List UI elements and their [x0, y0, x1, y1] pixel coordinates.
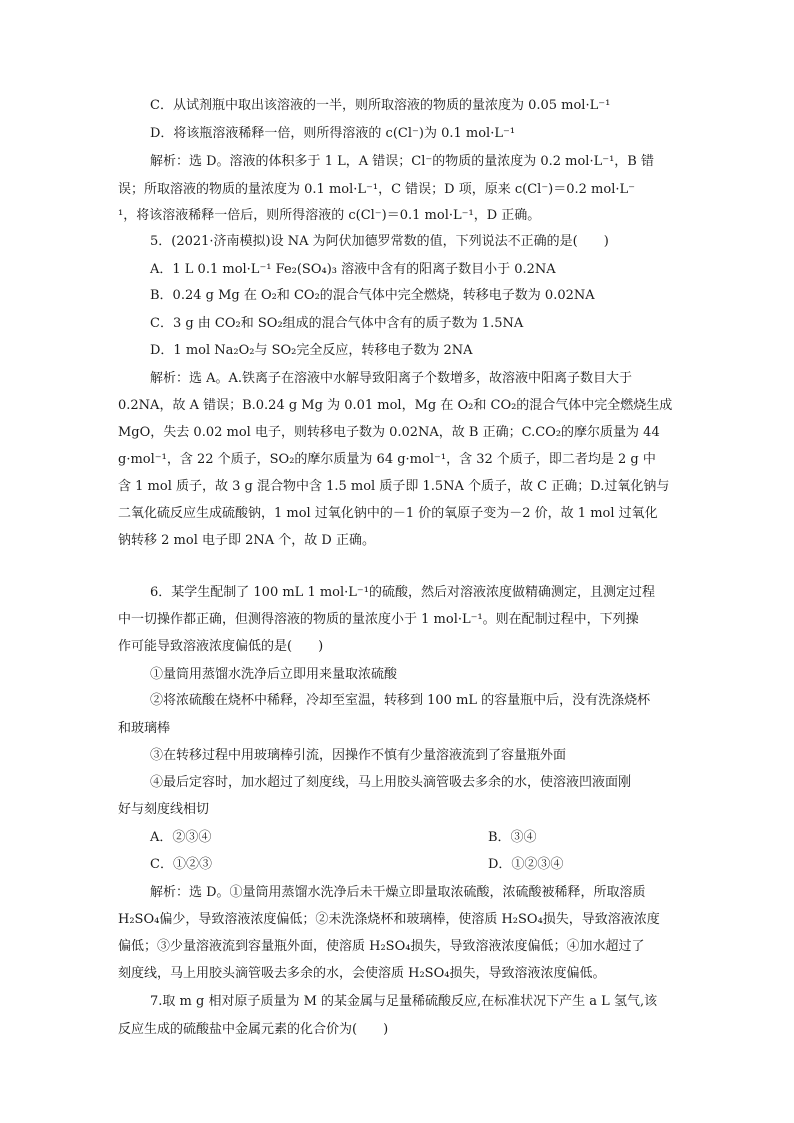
q6-option-a: A．②③④ — [150, 830, 212, 845]
q6-options-row-1 — [0, 828, 794, 848]
q6-item-4: 好与刻度线相切 — [118, 802, 210, 817]
q5-explanation-line: 解析：选 A。A.铁离子在溶液中水解导致阳离子个数增多，故溶液中阳离子数目大于 — [150, 371, 633, 386]
q5-option-a: A．1 L 0.1 mol·L⁻¹ Fe₂(SO₄)₃ 溶液中含有的阳离子数目小于 0.2NA — [150, 262, 556, 277]
q7-stem: 7.取 m g 相对原子质量为 M 的某金属与足量稀硫酸反应,在标准状况下产生 a L 氢气,该 — [150, 994, 658, 1009]
q5-explanation-line: 0.2NA，故 A 错误；B.0.24 g Mg 为 0.01 mol，Mg 在 O₂和 CO₂的混合气体中完全燃烧生成 — [118, 398, 673, 413]
q6-item-4: ④最后定容时，加水超过了刻度线，马上用胶头滴管吸去多余的水，使溶液凹液面刚 — [150, 775, 632, 790]
q6-option-d: D．①②③④ — [488, 857, 564, 872]
q6-stem: 作可能导致溶液浓度偏低的是( ) — [118, 639, 324, 654]
q6-option-b: B．③④ — [488, 830, 537, 845]
q6-explanation-line: 刻度线，马上用胶头滴管吸去多余的水，会使溶质 H₂SO₄损失，导致溶液浓度偏低。 — [118, 966, 606, 981]
q6-stem: 6．某学生配制了 100 mL 1 mol·L⁻¹的硫酸，然后对溶液浓度做精确测定，且测定过程 — [150, 585, 655, 600]
q6-option-c: C．①②③ — [150, 857, 212, 872]
q4-explanation-line: 解析：选 D。溶液的体积多于 1 L，A 错误；Cl⁻的物质的量浓度为 0.2 mol·L⁻¹，B 错 — [150, 154, 654, 169]
q6-item-2: ②将浓硫酸在烧杯中稀释，冷却至室温，转移到 100 mL 的容量瓶中后，没有洗涤烧杯 — [150, 693, 651, 708]
q6-item-1: ①量筒用蒸馏水洗净后立即用来量取浓硫酸 — [150, 667, 398, 682]
q5-explanation-line: g·mol⁻¹，含 22 个质子，SO₂的摩尔质量为 64 g·mol⁻¹，含 32 个质子，即二者均是 2 g 中 — [118, 452, 656, 467]
q6-stem: 中一切操作都正确，但测得溶液的物质的量浓度小于 1 mol·L⁻¹。则在配制过程中，下列操 — [118, 612, 639, 627]
q4-explanation-line: ¹，将该溶液稀释一倍后，则所得溶液的 c(Cl⁻)＝0.1 mol·L⁻¹，D 正确。 — [118, 208, 541, 223]
q4-option-d: D．将该瓶溶液稀释一倍，则所得溶液的 c(Cl⁻)为 0.1 mol·L⁻¹ — [150, 126, 516, 141]
q4-option-c: C．从试剂瓶中取出该溶液的一半，则所取溶液的物质的量浓度为 0.05 mol·L⁻¹ — [150, 98, 611, 113]
q5-explanation-line: 钠转移 2 mol 电子即 2NA 个，故 D 正确。 — [118, 533, 375, 548]
q6-explanation-line: 偏低；③少量溶液流到容量瓶外面，使溶质 H₂SO₄损失，导致溶液浓度偏低；④加水超过了 — [118, 939, 645, 954]
q5-explanation-line: 含 1 mol 质子，故 3 g 混合物中含 1.5 mol 质子即 1.5NA 个质子，故 C 正确；D.过氧化钠与 — [118, 479, 670, 494]
q6-item-3: ③在转移过程中用玻璃棒引流，因操作不慎有少量溶液流到了容量瓶外面 — [150, 748, 567, 763]
q6-explanation-line: H₂SO₄偏少，导致溶液浓度偏低；②未洗涤烧杯和玻璃棒，使溶质 H₂SO₄损失，导致溶液浓度 — [118, 912, 660, 927]
q6-explanation-line: 解析：选 D。①量筒用蒸馏水洗净后未干燥立即量取浓硫酸，浓硫酸被稀释，所取溶质 — [150, 885, 646, 900]
q4-explanation-line: 误；所取溶液的物质的量浓度为 0.1 mol·L⁻¹，C 错误；D 项，原来 c(Cl⁻)＝0.2 mol·L⁻ — [118, 182, 635, 197]
q5-option-c: C．3 g 由 CO₂和 SO₂组成的混合气体中含有的质子数为 1.5NA — [150, 316, 524, 331]
q5-explanation-line: MgO，失去 0.02 mol 电子，则转移电子数为 0.02NA，故 B 正确；C.CO₂的摩尔质量为 44 — [118, 425, 660, 440]
q6-options-row-2 — [0, 855, 794, 875]
q6-item-2: 和玻璃棒 — [118, 721, 171, 736]
q5-option-d: D．1 mol Na₂O₂与 SO₂完全反应，转移电子数为 2NA — [150, 343, 473, 358]
q5-option-b: B．0.24 g Mg 在 O₂和 CO₂的混合气体中完全燃烧，转移电子数为 0.02NA — [150, 288, 595, 303]
q7-stem: 反应生成的硫酸盐中金属元素的化合价为( ) — [118, 1022, 389, 1037]
q5-stem: 5．(2021·济南模拟)设 NA 为阿伏加德罗常数的值，下列说法不正确的是( ) — [150, 234, 609, 249]
q5-explanation-line: 二氧化硫反应生成硫酸钠，1 mol 过氧化钠中的－1 价的氧原子变为－2 价，故 1 mol 过氧化 — [118, 506, 658, 521]
